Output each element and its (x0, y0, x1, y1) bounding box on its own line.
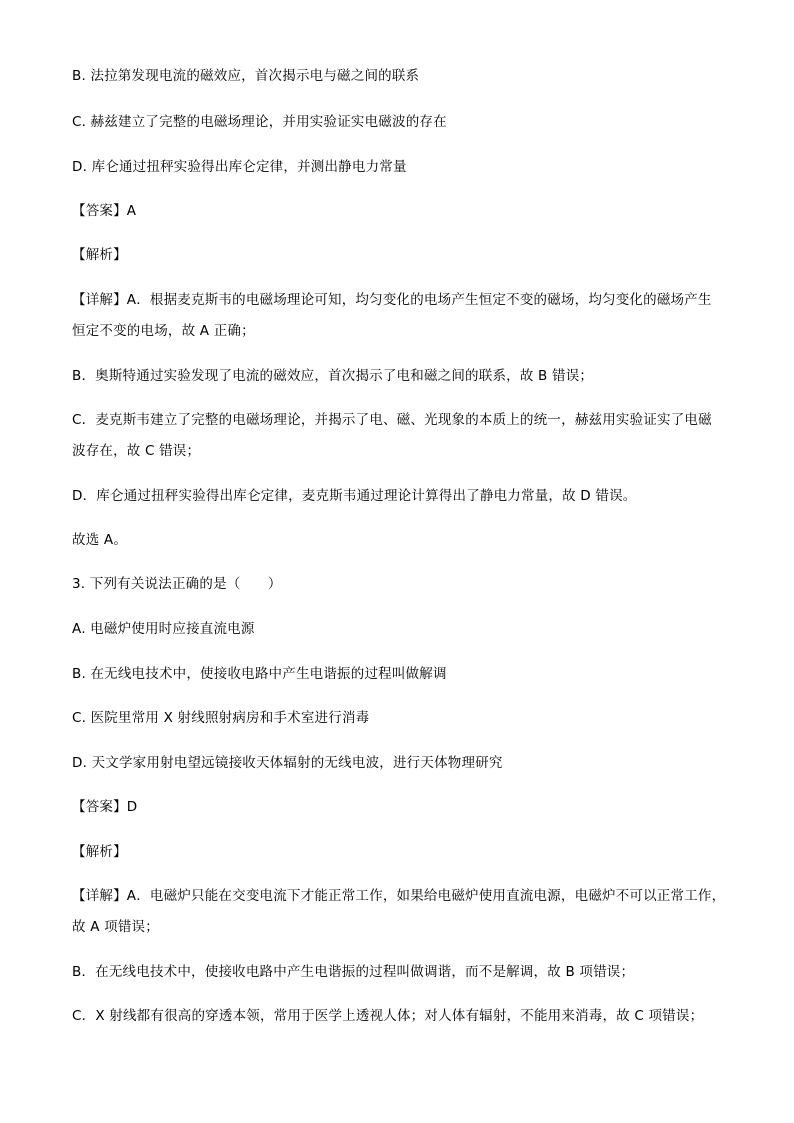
detail-line: 恒定不变的电场，故 A 正确； (72, 323, 255, 339)
detail-line: C．X 射线都有很高的穿透本领，常用于医学上透视人体；对人体有辐射，不能用来消毒，故 C 项错误； (72, 1008, 704, 1024)
choice-conclusion-line: 故选 A。 (72, 532, 128, 548)
analysis-heading: 【解析】 (72, 247, 127, 263)
detail-line: B．在无线电技术中，使接收电路中产生电谐振的过程叫做调谐，而不是解调，故 B 项错误； (72, 964, 635, 980)
option-d-line: D. 天文学家用射电望远镜接收天体辐射的无线电波，进行天体物理研究 (72, 755, 503, 771)
option-c-line: C. 赫兹建立了完整的电磁场理论，并用实验证实电磁波的存在 (72, 114, 447, 130)
analysis-heading: 【解析】 (72, 844, 127, 860)
detail-line: 波存在，故 C 错误； (72, 443, 201, 459)
option-a-line: A. 电磁炉使用时应接直流电源 (72, 621, 255, 637)
detail-line: 故 A 项错误； (72, 919, 159, 935)
detail-line: C．麦克斯韦建立了完整的电磁场理论，并揭示了电、磁、光现象的本质上的统一，赫兹用实验证实了电磁 (72, 412, 712, 428)
detail-line: B．奥斯特通过实验发现了电流的磁效应，首次揭示了电和磁之间的联系，故 B 错误； (72, 368, 594, 384)
option-c-line: C. 医院里常用 X 射线照射病房和手术室进行消毒 (72, 710, 370, 726)
detail-line: 【详解】A．电磁炉只能在交变电流下才能正常工作，如果给电磁炉使用直流电源，电磁炉不可以正常工作， (72, 888, 726, 904)
detail-line: 【详解】A．根据麦克斯韦的电磁场理论可知，均匀变化的电场产生恒定不变的磁场，均匀变化的磁场产生 (72, 292, 712, 308)
option-b-line: B. 在无线电技术中，使接收电路中产生电谐振的过程叫做解调 (72, 666, 447, 682)
option-d-line: D. 库仑通过扭秤实验得出库仑定律，并测出静电力常量 (72, 159, 407, 175)
answer-line: 【答案】D (72, 799, 138, 815)
question-3-stem: 3. 下列有关说法正确的是（ ） (72, 576, 282, 592)
option-b-line: B. 法拉第发现电流的磁效应，首次揭示电与磁之间的联系 (72, 68, 420, 84)
answer-line: 【答案】A (72, 203, 137, 219)
detail-line: D．库仑通过扭秤实验得出库仑定律，麦克斯韦通过理论计算得出了静电力常量，故 D 错误。 (72, 488, 637, 504)
